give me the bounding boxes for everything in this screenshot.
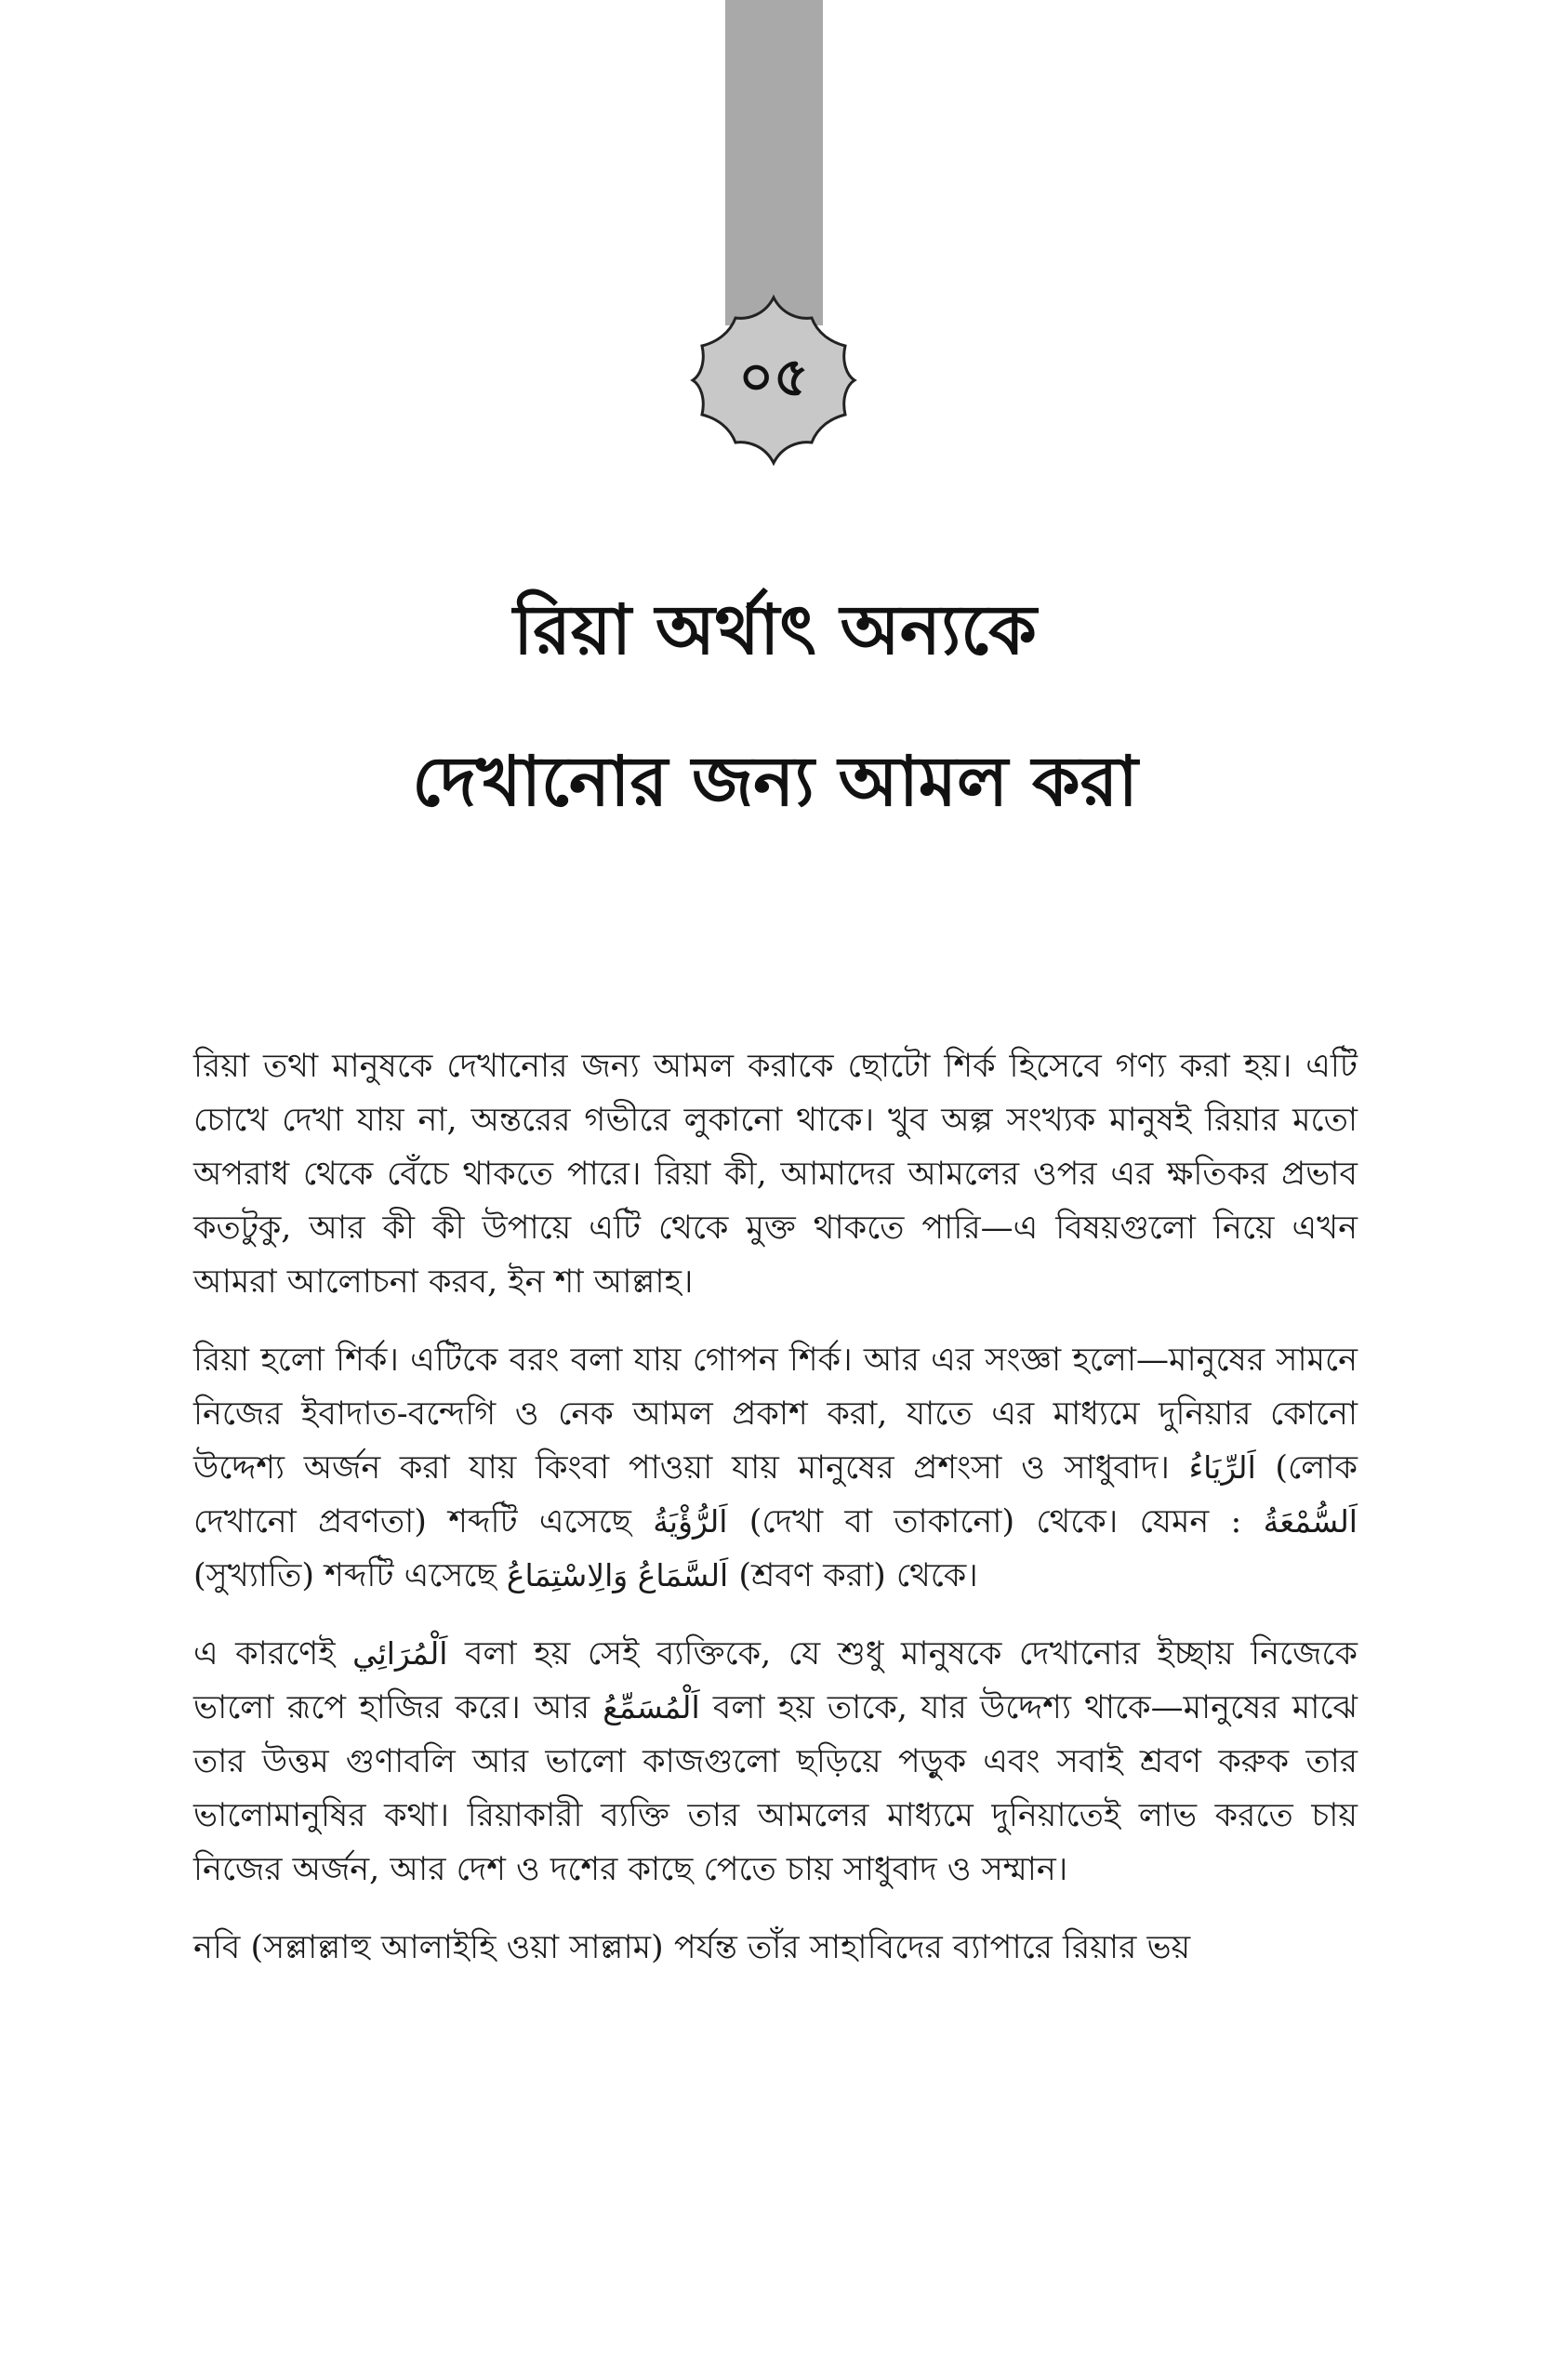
arabic-term-sumah: اَلسُّمْعَةُ (1263, 1503, 1358, 1540)
paragraph-3-text-1: এ কারণেই (193, 1635, 336, 1673)
chapter-title-line2: দেখানোর জন্য আমল করা (412, 742, 1138, 822)
chapter-body (193, 1039, 1358, 1999)
arabic-term-samaa: اَلسَّمَاعُ وَالِاسْتِمَاعُ (506, 1557, 729, 1593)
paragraph-2-text-5: (শ্রবণ করা) থেকে। (738, 1557, 978, 1594)
chapter-title-line1: রিয়া অর্থাৎ অন্যকে (513, 590, 1037, 670)
chapter-ribbon (725, 0, 823, 325)
chapter-badge (689, 292, 858, 469)
paragraph-2-text-4: (সুখ্যাতি) শব্দটি এসেছে (193, 1557, 497, 1594)
paragraph-3-text-3: বলা হয় তাকে, যার উদ্দেশ্য থাকে—মানুষের মাঝে তার উত্তম গুণাবলি আর ভালো কাজগুলো ছড়িয়ে পড়ুক এবং সবাই শ্রবণ করুক তার ভালোমানুষির কথা। রিয়াকারী ব্যক্তি তার আমলের মাধ্যমে দুনিয়াতেই লাভ করতে চায় নিজের অর্জন, আর দেশ ও দশের কাছে পেতে চায় সাধুবাদ ও সম্মান। (193, 1689, 1358, 1888)
paragraph-2-text-1: রিয়া হলো শির্ক। এটিকে বরং বলা যায় গোপন শির্ক। আর এর সংজ্ঞা হলো—মানুষের সামনে নিজের ইবাদাত-বন্দেগি ও নেক আমল প্রকাশ করা, যাতে এর মাধ্যমে দুনিয়ার কোনো উদ্দেশ্য অর্জন করা যায় কিংবা পাওয়া যায় মানুষের প্রশংসা ও সাধুবাদ। (193, 1342, 1358, 1487)
paragraph-2-text-3: (দেখা বা তাকানো) থেকে। যেমন : (749, 1503, 1242, 1540)
paragraph-3-text-2: বলা হয় সেই ব্যক্তিকে, যে শুধু মানুষকে দেখানোর ইচ্ছায় নিজেকে ভালো রূপে হাজির করে। আর (193, 1635, 1358, 1726)
paragraph-2 (193, 1333, 1358, 1603)
paragraph-4: নবি (সল্লাল্লাহু আলাইহি ওয়া সাল্লাম) পর্যন্ত তাঁর সাহাবিদের ব্যাপারে রিয়ার ভয় (193, 1929, 1191, 1966)
arabic-term-musammi: اَلْمُسَمِّعُ (603, 1689, 700, 1726)
paragraph-2-text-2: (লোক দেখানো প্রবণতা) শব্দটি এসেছে (193, 1449, 1358, 1540)
arabic-term-riya: اَلرِّيَاءُ (1188, 1449, 1256, 1486)
chapter-number: ০৫ (738, 344, 809, 408)
arabic-term-muraai: اَلْمُرَائِي (352, 1635, 448, 1672)
paragraph-1: রিয়া তথা মানুষকে দেখানোর জন্য আমল করাকে ছোটো শির্ক হিসেবে গণ্য করা হয়। এটি চোখে দেখা যায় না, অন্তরের গভীরে লুকানো থাকে। খুব অল্প সংখ্যক মানুষই রিয়ার মতো অপরাধ থেকে বেঁচে থাকতে পারে। রিয়া কী, আমাদের আমলের ওপর এর ক্ষতিকর প্রভাব কতটুকু, আর কী কী উপায়ে এটি থেকে মুক্ত থাকতে পারি—এ বিষয়গুলো নিয়ে এখন আমরা আলোচনা করব, ইন শা আল্লাহ। (193, 1048, 1358, 1301)
paragraph-3 (193, 1627, 1358, 1897)
arabic-term-ruyah: اَلرُّؤْيَةُ (653, 1503, 728, 1540)
